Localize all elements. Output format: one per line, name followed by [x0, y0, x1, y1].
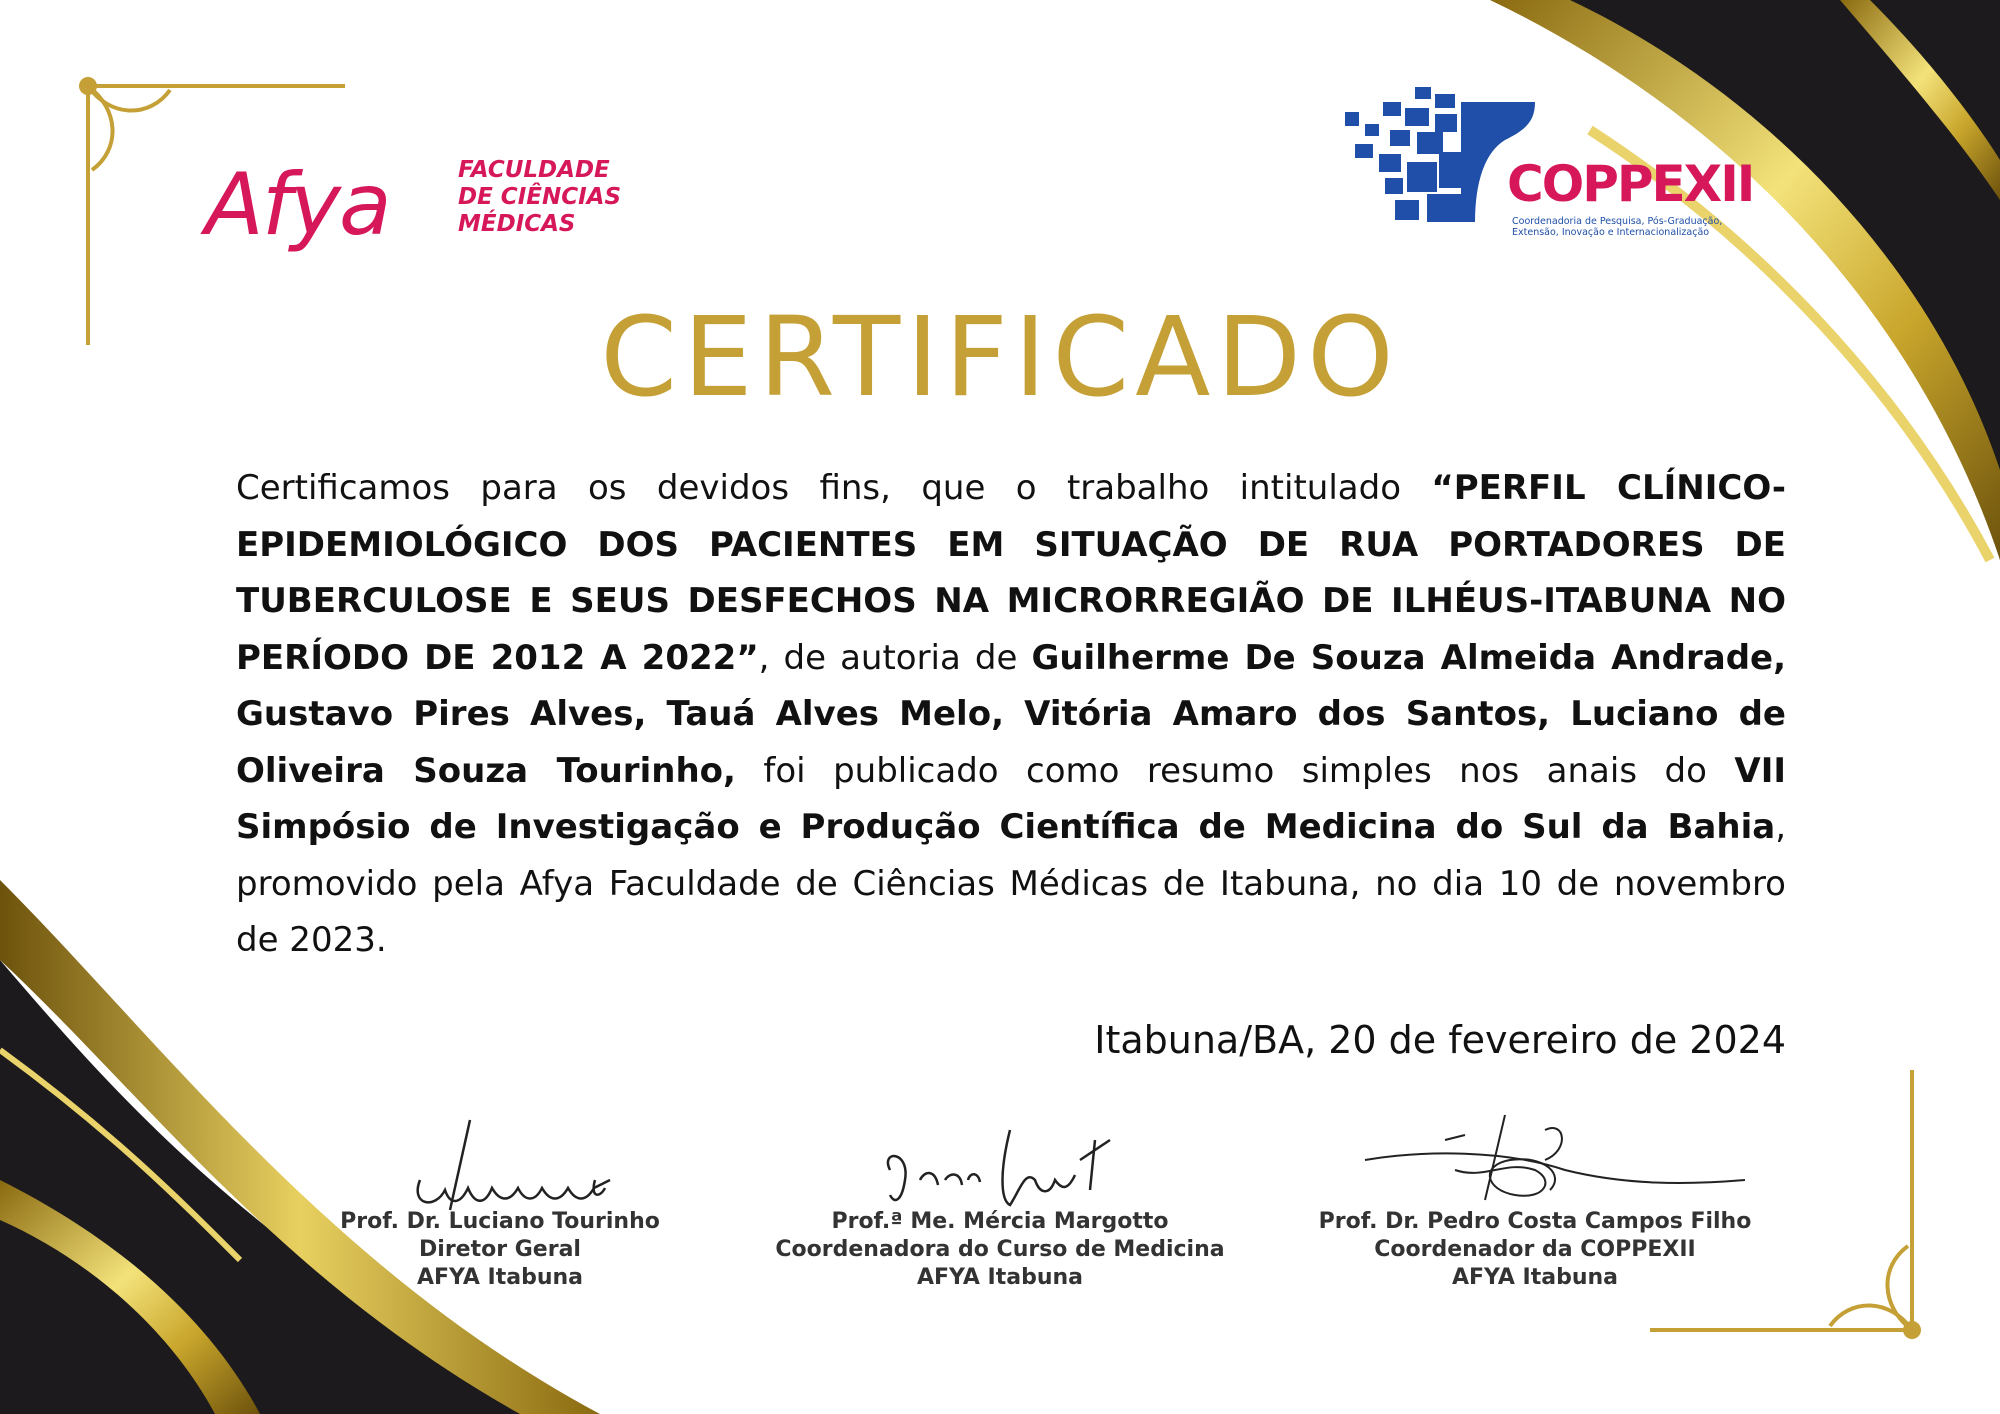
coppexii-logo: [1335, 82, 1755, 252]
body-promotion: , promovido pela Afya Faculdade de Ciências Médicas de Itabuna, no dia 10 de novembro de 2023.: [236, 807, 1786, 960]
handwritten-signature: [850, 1110, 1150, 1220]
afya-logo-subtitle: [458, 157, 621, 238]
event-name: VII Simpósio de Investigação e Produção Científica de Medicina do Sul da Bahia: [236, 750, 1786, 847]
body-intro: Certificamos para os devidos fins, que o trabalho intitulado: [236, 468, 1432, 508]
afya-subtitle-line3: MÉDICAS: [458, 211, 576, 237]
certificate-body: [236, 460, 1786, 969]
coppexii-wordmark: COPPEXII: [1507, 155, 1754, 213]
coppexii-subtitle: [1512, 216, 1752, 238]
handwritten-signature: [1305, 1110, 1765, 1220]
signature-block-coordinator-coppexii: [1275, 1110, 1795, 1292]
coppexii-subtitle-line1: Coordenadoria de Pesquisa, Pós-Graduação,: [1512, 216, 1723, 227]
afya-logo-wordmark: Afya: [205, 155, 390, 255]
signer-name: Prof. Dr. Luciano Tourinho: [340, 1209, 660, 1234]
handwritten-signature: [350, 1110, 650, 1220]
afya-subtitle-line2: DE CIÊNCIAS: [458, 184, 622, 210]
signer-name: Prof. Dr. Pedro Costa Campos Filho: [1318, 1209, 1752, 1234]
coppexii-subtitle-line2: Extensão, Inovação e Internacionalização: [1512, 227, 1710, 238]
afya-subtitle-line1: FACULDADE: [458, 157, 610, 183]
signer-name: Prof.ª Me. Mércia Margotto: [831, 1209, 1169, 1234]
work-title: “PERFIL CLÍNICO-EPIDEMIOLÓGICO DOS PACIENTES EM SITUAÇÃO DE RUA PORTADORES DE TUBERCULOSE E SEUS DESFECHOS NA MICRORREGIÃO DE ILHÉUS-ITABUNA NO PERÍODO DE 2012 A 2022”: [236, 468, 1786, 678]
signer-institution: AFYA Itabuna: [1451, 1265, 1619, 1290]
body-publication: foi publicado como resumo simples nos anais do: [735, 750, 1735, 791]
body-authorship: , de autoria de: [758, 637, 1032, 678]
signer-institution: AFYA Itabuna: [916, 1265, 1084, 1290]
signer-role: Diretor Geral: [419, 1237, 581, 1262]
authors-list: Guilherme De Souza Almeida Andrade, Gustavo Pires Alves, Tauá Alves Melo, Vitória Amaro dos Santos, Luciano de Oliveira Souza Tourinho,: [236, 637, 1787, 791]
signer-role: Coordenadora do Curso de Medicina: [775, 1237, 1225, 1262]
signature-block-director: [240, 1110, 760, 1292]
signer-institution: AFYA Itabuna: [416, 1265, 584, 1290]
signature-block-coordinator-medicine: [740, 1110, 1260, 1292]
certificate-title: CERTIFICADO: [600, 293, 1400, 421]
afya-logo: [205, 150, 635, 260]
city-date: Itabuna/BA, 20 de fevereiro de 2024: [1094, 1018, 1786, 1062]
signer-role: Coordenador da COPPEXII: [1374, 1237, 1696, 1262]
